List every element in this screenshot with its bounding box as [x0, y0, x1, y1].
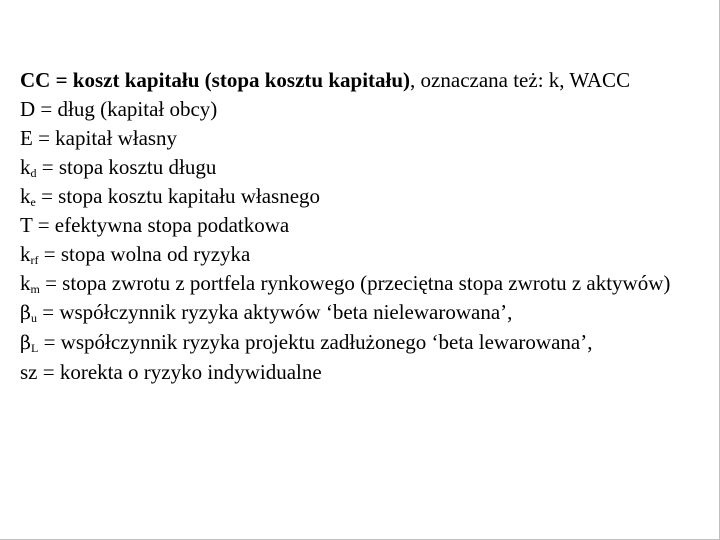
definition-beta-u: [20, 298, 700, 328]
definition-krf-text: = stopa wolna od ryzyka: [38, 242, 251, 266]
definition-beta-l: [20, 328, 700, 358]
definition-t: T = efektywna stopa podatkowa: [20, 213, 290, 237]
symbol-beta: β: [20, 302, 31, 324]
definition-beta-l-text: = współczynnik ryzyka projektu zadłużonego ‘beta lewarowana’,: [38, 330, 593, 354]
symbol-beta: β: [20, 332, 31, 354]
definition-km: [20, 269, 700, 298]
subscript-u: u: [30, 311, 37, 325]
definition-krf: [20, 240, 700, 269]
definition-d: D = dług (kapitał obcy): [20, 97, 218, 121]
definition-sz: sz = korekta o ryzyko indywidualne: [20, 360, 322, 384]
definition-cc-term: CC = koszt kapitału (stopa kosztu kapitału): [20, 68, 411, 92]
definition-beta-u-text: = współczynnik ryzyka aktywów ‘beta nielewarowana’,: [36, 300, 513, 324]
definition-e: E = kapitał własny: [20, 126, 178, 150]
subscript-e: e: [30, 195, 36, 209]
definition-ke-text: = stopa kosztu kapitału własnego: [35, 184, 321, 208]
definition-km-text: = stopa zwrotu z portfela rynkowego (przeciętna stopa zwrotu z aktywów): [39, 271, 671, 295]
definition-cc-note: , oznaczana też: k, WACC: [410, 68, 631, 92]
definition-cc: [20, 66, 700, 95]
subscript-m: m: [30, 282, 40, 296]
symbol-k: k: [20, 271, 31, 295]
definition-ke: [20, 182, 700, 211]
subscript-l: L: [30, 341, 39, 355]
definition-kd: [20, 153, 700, 182]
definitions-list: [20, 66, 700, 387]
subscript-d: d: [30, 166, 37, 180]
definition-kd-text: = stopa kosztu długu: [36, 155, 217, 179]
symbol-k: k: [20, 184, 31, 208]
symbol-k: k: [20, 242, 31, 266]
subscript-rf: rf: [30, 253, 39, 267]
symbol-k: k: [20, 155, 31, 179]
